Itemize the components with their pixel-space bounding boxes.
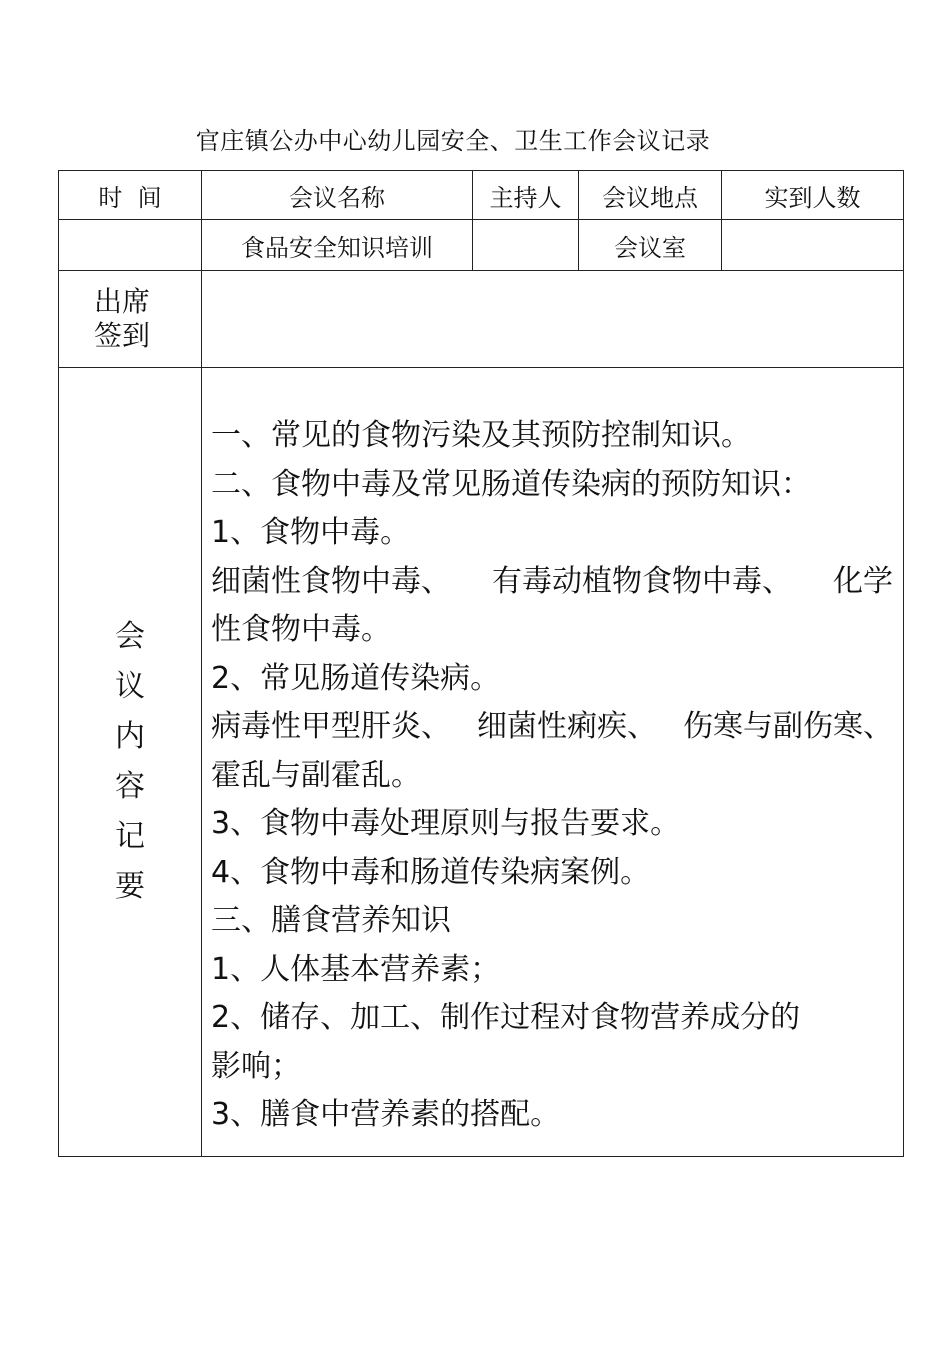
content-fragment: 病毒性甲型肝炎、 [211,709,451,744]
content-line: 性食物中毒。 [211,612,391,647]
content-fragment: 伤寒与副伤寒、 [683,709,893,744]
attendance-sign-area [202,271,904,368]
value-host [473,220,579,271]
attendance-label-line1: 出席 [94,285,151,318]
content-line: 霍乱与副霍乱。 [211,757,421,793]
content-fragment: 细菌性食物中毒、 [211,563,451,599]
content-label-char: 内 [115,719,145,754]
meeting-record-table [58,170,904,1157]
content-label [59,368,202,1157]
header-host: 主持人 [473,171,579,220]
content-line: 影响； [211,1048,301,1084]
content-line: 三、膳食营养知识 [211,903,451,938]
content-line: 一、常见的食物污染及其预防控制知识。 [211,418,751,453]
content-line: 4、食物中毒和肠道传染病案例。 [211,854,651,890]
header-meeting-name: 会议名称 [202,171,473,220]
content-label-char: 议 [115,669,145,704]
value-location: 会议室 [579,220,722,271]
content-line: 二、食物中毒及常见肠道传染病的预防知识： [211,466,811,502]
content-line: 3、食物中毒处理原则与报告要求。 [211,806,681,841]
value-time [59,220,202,271]
attendance-label-line2: 签到 [94,319,151,352]
page-title: 官庄镇公办中心幼儿园安全、卫生工作会议记录 [195,127,711,155]
content-line: 1、人体基本营养素； [211,951,501,987]
content-fragment: 细菌性痢疾、 [477,709,657,744]
header-row [59,171,904,220]
content-label-char: 容 [115,769,145,804]
header-time: 时 间 [59,171,202,220]
attendance-sign-label [59,271,202,368]
header-attendance: 实到人数 [722,171,904,220]
header-location: 会议地点 [579,171,722,220]
content-fragment: 化学 [833,563,893,599]
content-line: 3、膳食中营养素的搭配。 [211,1097,561,1132]
value-row [59,220,904,271]
content-line: 2、常见肠道传染病。 [211,660,501,696]
content-line-spaced [211,558,893,607]
content-fragment: 有毒动植物食物中毒、 [492,563,792,599]
content-line: 2、储存、加工、制作过程对食物营养成分的 [211,1000,801,1035]
content-line-spaced [211,703,893,752]
content-row [59,368,904,1157]
value-meeting-name: 食品安全知识培训 [202,220,473,271]
content-body [202,368,904,1157]
content-label-char: 要 [115,869,145,904]
content-line: 1、食物中毒。 [211,515,411,550]
value-attendance [722,220,904,271]
attendance-row [59,271,904,368]
content-label-char: 会 [115,619,145,654]
content-label-char: 记 [115,819,145,854]
